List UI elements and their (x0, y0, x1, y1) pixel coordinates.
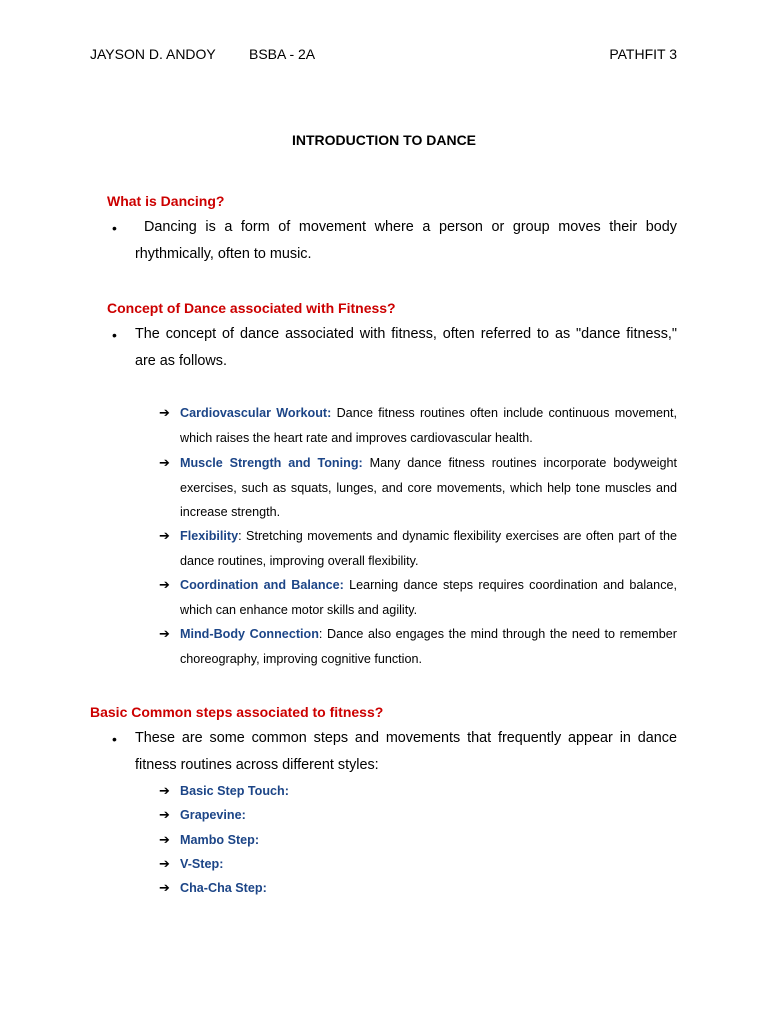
author-name: JAYSON D. ANDOY (90, 46, 216, 62)
fitness-item-term: Flexibility (180, 529, 239, 543)
course-code: PATHFIT 3 (609, 46, 677, 62)
fitness-item-coordination (180, 573, 677, 622)
section-heading-dance-fitness-concept: Concept of Dance associated with Fitness? (107, 300, 396, 316)
arrow-icon: ➔ (159, 626, 170, 641)
fitness-item-description: : Dance also engages the mind through the need to remember choreography, improving cognitive function. (180, 627, 678, 666)
bullet-icon: • (112, 327, 117, 343)
arrow-icon: ➔ (159, 405, 170, 420)
fitness-item-term: Muscle Strength and Toning: (180, 456, 363, 470)
document-title: INTRODUCTION TO DANCE (291, 132, 477, 148)
arrow-icon: ➔ (159, 783, 170, 798)
fitness-item-flexibility (180, 524, 677, 573)
arrow-icon: ➔ (159, 880, 170, 895)
bullet-icon: • (112, 731, 117, 747)
arrow-icon: ➔ (159, 856, 170, 871)
section-heading-what-is-dancing: What is Dancing? (107, 193, 225, 209)
step-mambo-step: Mambo Step: (180, 833, 260, 847)
section3-bullet-text: These are some common steps and movements that frequently appear in dance fitness routines across different styles: (135, 730, 677, 773)
section1-bullet-text: Dancing is a form of movement where a person or group moves their body rhythmically, often to music. (135, 219, 677, 262)
arrow-icon: ➔ (159, 577, 170, 592)
fitness-item-term: Mind-Body Connection (180, 627, 319, 641)
fitness-item-term: Cardiovascular Workout: (180, 406, 332, 420)
fitness-item-muscle-strength (180, 451, 677, 525)
arrow-icon: ➔ (159, 455, 170, 470)
fitness-item-mind-body (180, 622, 677, 671)
fitness-item-description: : Stretching movements and dynamic flexibility exercises are often part of the dance routines, improving overall flexibility. (180, 529, 677, 568)
step-cha-cha-step: Cha-Cha Step: (180, 881, 267, 895)
step-v-step: V-Step: (180, 857, 224, 871)
fitness-item-cardiovascular (180, 401, 677, 450)
step-basic-step-touch: Basic Step Touch: (180, 784, 289, 798)
fitness-item-description: Dance fitness routines often include continuous movement, which raises the heart rate and improves cardiovascular health. (180, 406, 677, 445)
section-heading-common-steps: Basic Common steps associated to fitness? (90, 704, 384, 720)
step-grapevine: Grapevine: (180, 808, 246, 822)
fitness-item-term: Coordination and Balance: (180, 578, 344, 592)
section2-bullet-text: The concept of dance associated with fitness, often referred to as "dance fitness," are as follows. (135, 326, 677, 369)
fitness-item-description: Learning dance steps requires coordination and balance, which can enhance motor skills and agility. (180, 578, 677, 617)
arrow-icon: ➔ (159, 807, 170, 822)
arrow-icon: ➔ (159, 528, 170, 543)
bullet-icon: • (112, 220, 117, 236)
class-section: BSBA - 2A (249, 46, 316, 62)
arrow-icon: ➔ (159, 832, 170, 847)
fitness-item-description: Many dance fitness routines incorporate bodyweight exercises, such as squats, lunges, and core movements, which help tone muscles and increase strength. (180, 456, 678, 519)
